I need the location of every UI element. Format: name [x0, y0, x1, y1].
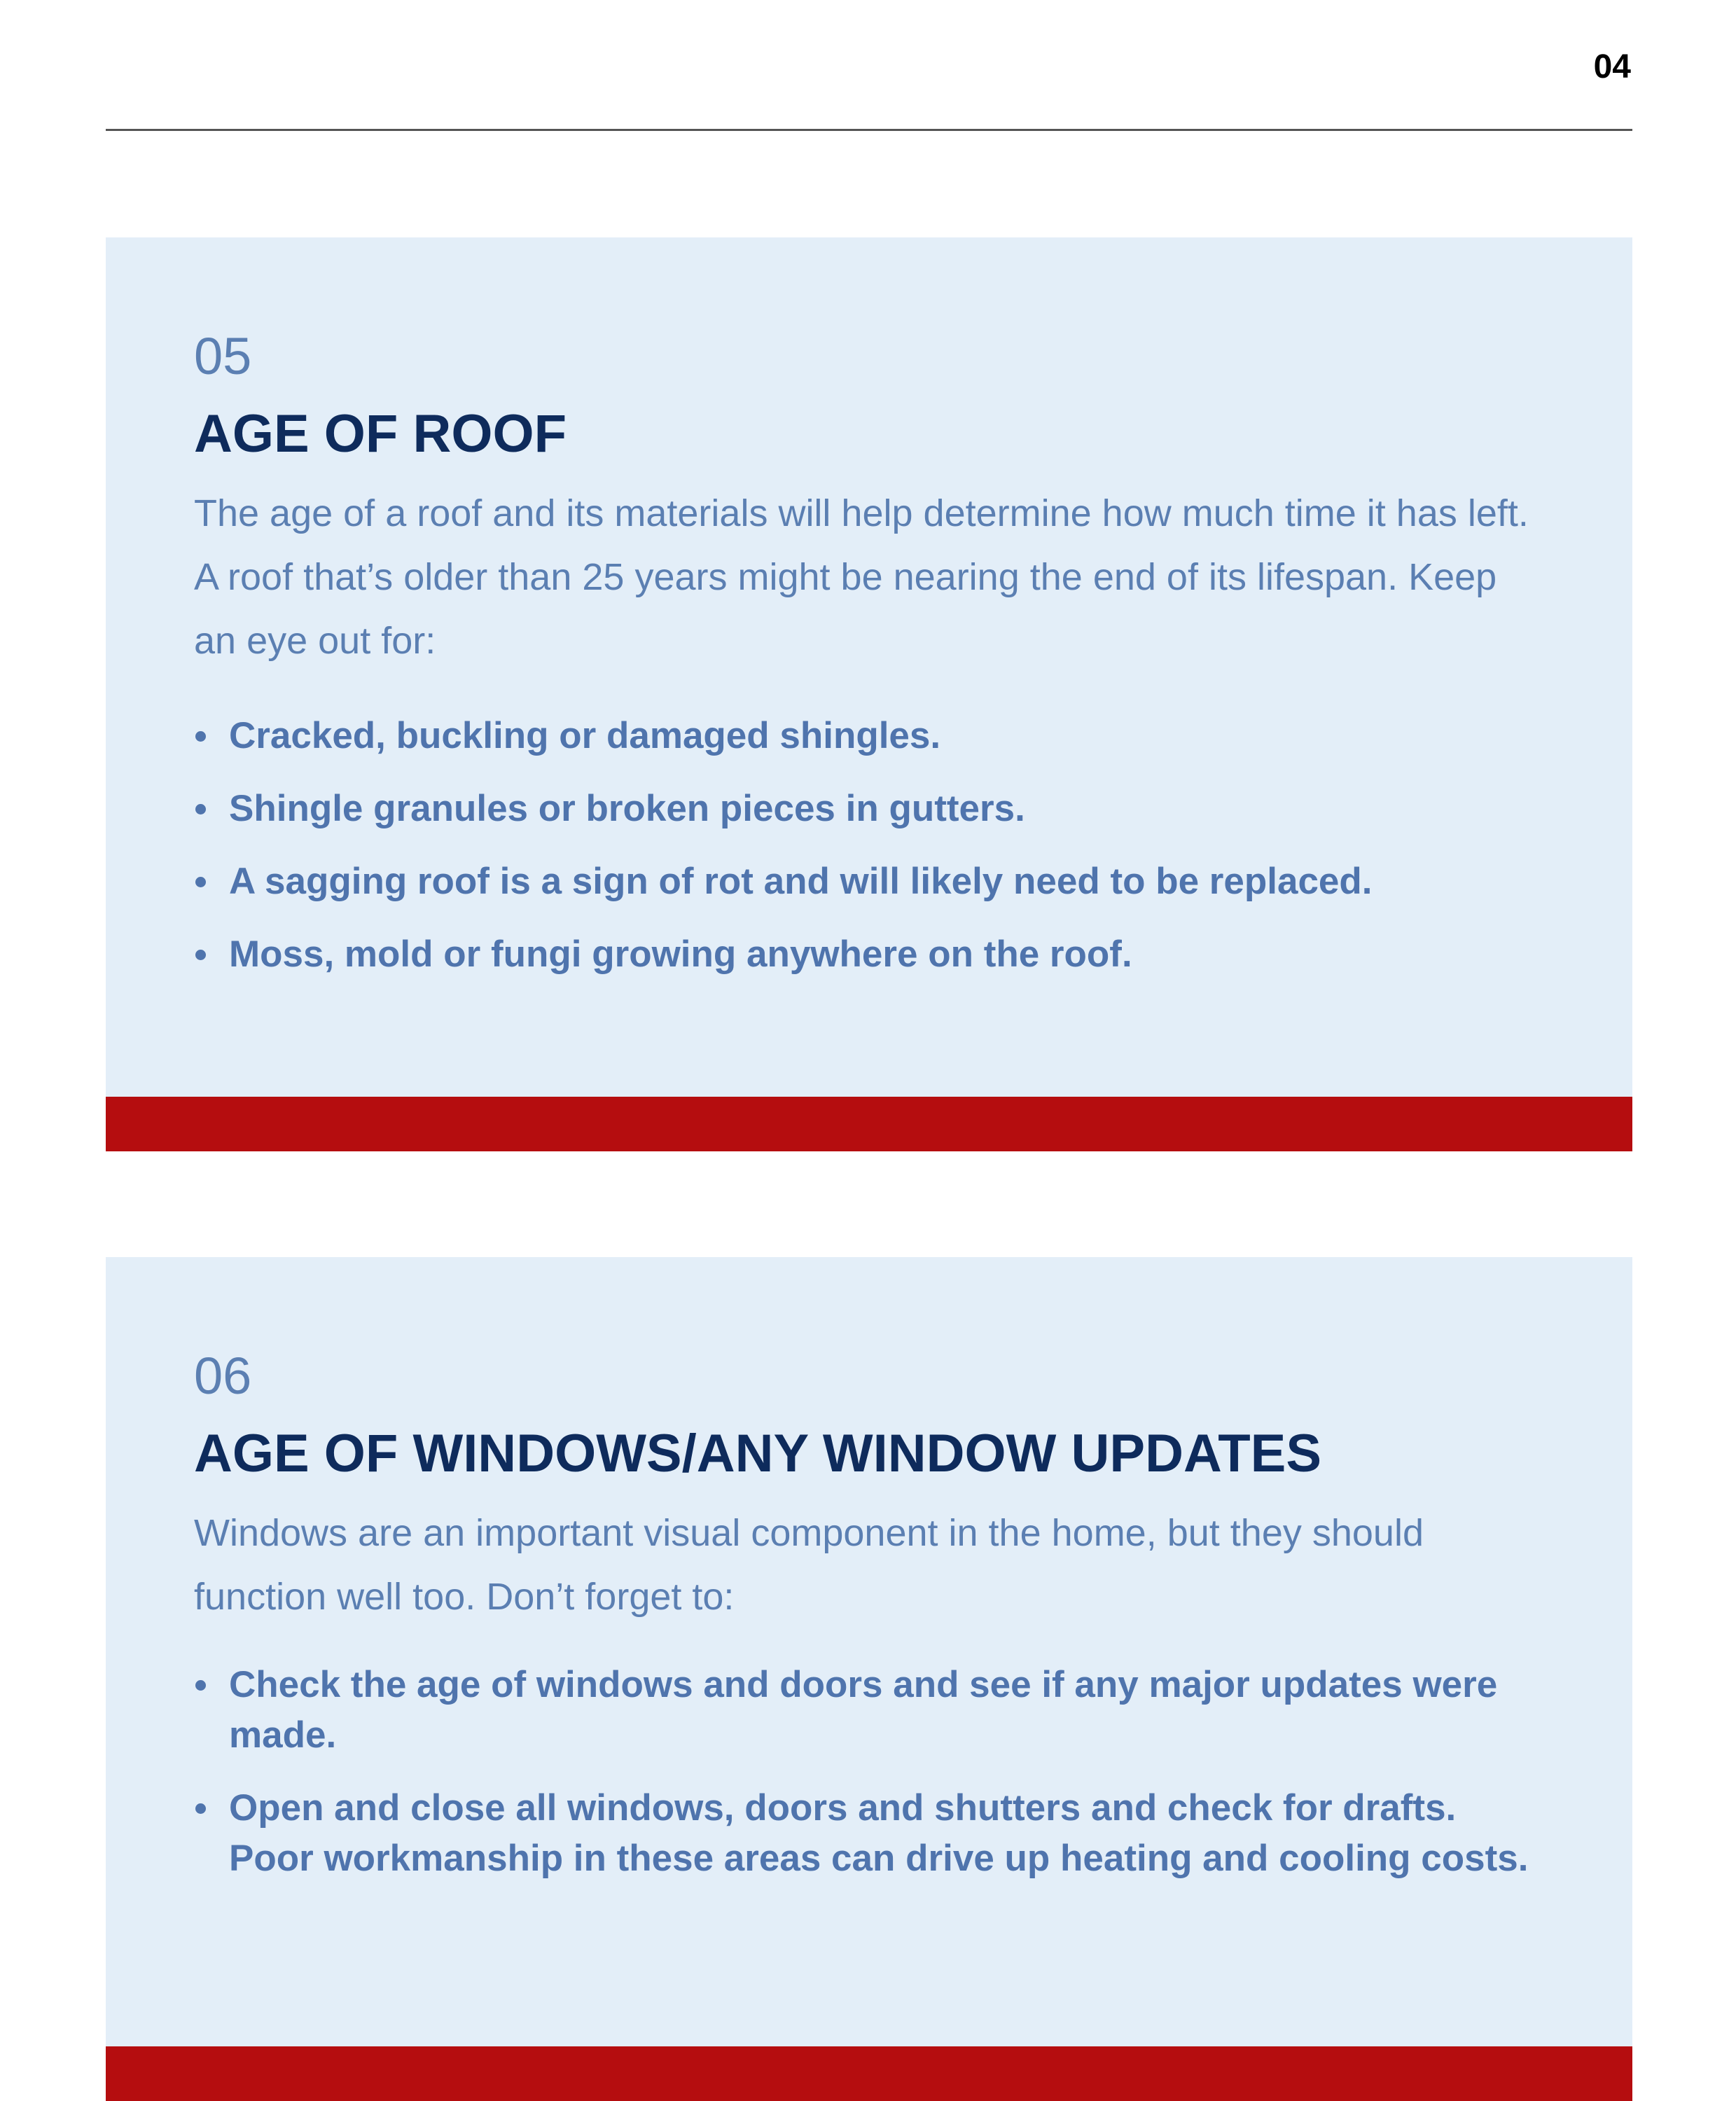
list-item: [194, 772, 1548, 845]
bullet-icon: [195, 804, 206, 814]
list-item-text: Shingle granules or broken pieces in gutters.: [229, 788, 1025, 829]
bullet-list: [194, 1660, 1548, 1884]
bullet-icon: [195, 1803, 206, 1814]
list-item: [194, 1660, 1548, 1761]
list-item: [194, 700, 1548, 772]
list-item-text: A sagging roof is a sign of rot and will likely need to be replaced.: [229, 861, 1373, 902]
list-item-text: Cracked, buckling or damaged shingles.: [229, 715, 941, 756]
list-item: [194, 1783, 1548, 1884]
list-item: [194, 845, 1548, 918]
bullet-icon: [195, 731, 206, 742]
list-item-text: Open and close all windows, doors and shutters and check for drafts. Poor workmanship in these areas can drive up heating and cooling costs.: [229, 1787, 1529, 1879]
list-item-text: Moss, mold or fungi growing anywhere on the roof.: [229, 934, 1132, 975]
page-number: 04: [1593, 48, 1631, 85]
section-title: AGE OF ROOF: [194, 404, 567, 464]
accent-bar: [106, 2046, 1632, 2101]
section-number: 06: [194, 1347, 252, 1405]
section-card-age-of-windows: [106, 1257, 1632, 2101]
accent-bar: [106, 1097, 1632, 1151]
header-divider: [106, 129, 1632, 131]
bullet-icon: [195, 1680, 206, 1691]
bullet-icon: [195, 877, 206, 887]
list-item-text: Check the age of windows and doors and see if any major updates were made.: [229, 1664, 1498, 1756]
section-intro: Windows are an important visual component in the home, but they should function well too. Don’t forget to:: [194, 1512, 1424, 1618]
bullet-list: [194, 700, 1548, 991]
bullet-icon: [195, 950, 206, 960]
list-item: [194, 918, 1548, 991]
section-intro: The age of a roof and its materials will help determine how much time it has left. A roof that’s older than 25 years might be nearing the end of its lifespan. Keep an eye out for:: [194, 492, 1529, 662]
section-card-age-of-roof: [106, 237, 1632, 1151]
section-number: 05: [194, 327, 252, 385]
section-title: AGE OF WINDOWS/ANY WINDOW UPDATES: [194, 1424, 1322, 1483]
